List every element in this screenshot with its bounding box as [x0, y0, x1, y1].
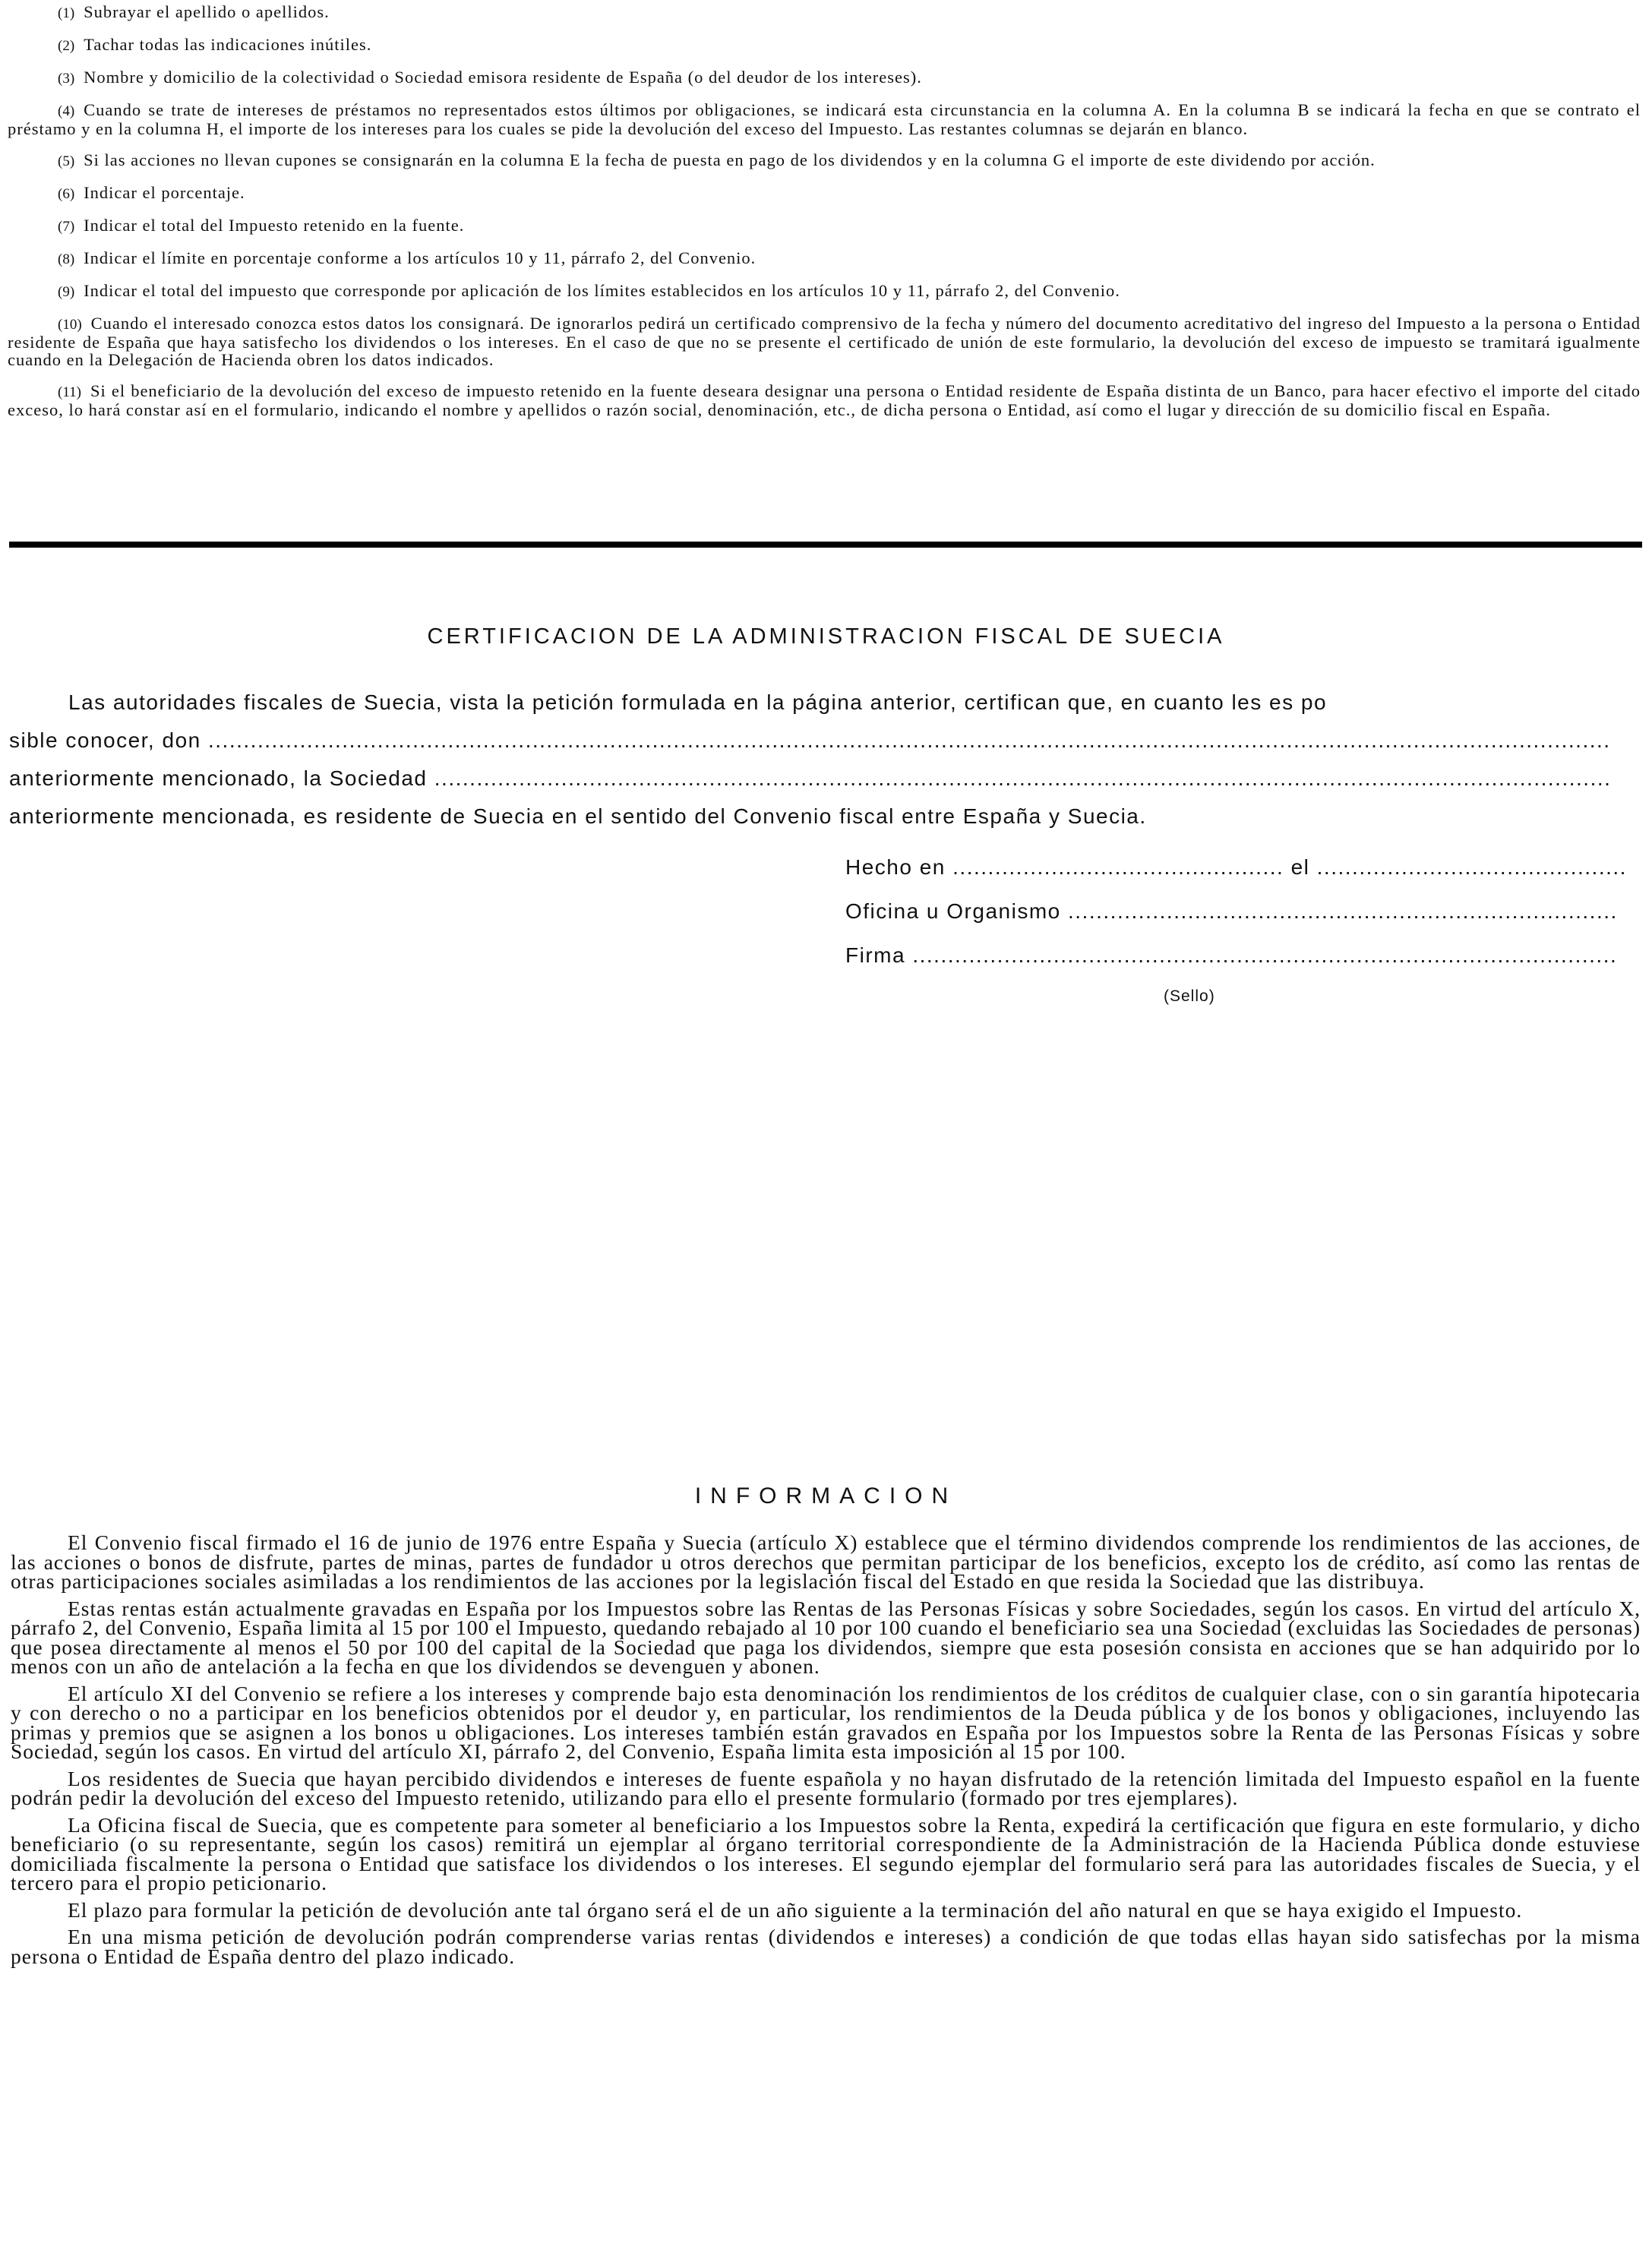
footnote-text: Cuando el interesado conozca estos datos los consignará. De ignorarlos pedirá un certificado comprensivo de la fecha y número del documento acreditativo del ingreso del Impuesto a la persona o Entidad residente de España que haya satisfecho los dividendos o los intereses. En el caso de que no se presente el certificado de unión de este formulario, la devolución del exceso de impuesto se tramitará igualmente cuando en la Delegación de Hacienda obren los datos indicados. [8, 314, 1641, 369]
firma-line [845, 934, 1643, 978]
footnote-5 [8, 151, 1641, 170]
footnote-8 [8, 249, 1641, 268]
footnote-text: Si el beneficiario de la devolución del exceso de impuesto retenido en la fuente deseara designar una persona o Entidad residente de España distinta de un Banco, para hacer efectivo el importe del citado exceso, lo hará constar así en el formulario, indicando el nombre y apellidos o razón social, denominación, etc., de dicha persona o Entidad, así como el lugar y dirección de su domicilio fiscal en España. [8, 381, 1641, 419]
footnote-number: (8) [58, 251, 75, 267]
footnote-text: Indicar el límite en porcentaje conforme a los artículos 10 y 11, párrafo 2, del Convenio. [84, 248, 757, 267]
place-fill-field[interactable]: ............................................... [952, 855, 1284, 879]
certification-line-1: Las autoridades fiscales de Suecia, vista la petición formulada en la página anterior, certifican que, en cuanto les es po [68, 690, 1328, 714]
footnote-text: Indicar el porcentaje. [84, 183, 245, 202]
information-paragraph: El Convenio fiscal firmado el 16 de junio de 1976 entre España y Suecia (artículo X) establece que el término dividendos comprende los rendimientos de las acciones, de las acciones o bonos de disfrute, partes de minas, partes de fundador u otros derechos que permitan participar de los beneficios, excepto los de crédito, así como las rentas de otras participaciones sociales asimiladas a los rendimientos de las acciones por la legislación fiscal del Estado en que resida la Sociedad que las distribuya. [11, 1531, 1641, 1593]
certification-title: CERTIFICACION DE LA ADMINISTRACION FISCAL DE SUECIA [427, 624, 1225, 649]
footnotes [8, 3, 1641, 432]
footnote-number: (11) [58, 384, 81, 400]
footnote-text: Cuando se trate de intereses de préstamos no representados estos últimos por obligaciones, se indicará esta circunstancia en la columna A. En la columna B se indicará la fecha en que se contrato el préstamo y en la columna H, el importe de los intereses para los cuales se pide la devolución del exceso del Impuesto. Las restantes columnas se dejarán en blanco. [8, 100, 1641, 138]
footnote-number: (9) [58, 284, 75, 300]
company-fill-field[interactable]: ....................................................................................................................................................................... [434, 766, 1612, 790]
oficina-line [845, 889, 1643, 934]
footnote-10 [8, 314, 1641, 368]
information-paragraph: Los residentes de Suecia que hayan percibido dividendos e intereses de fuente española y no hayan disfrutado de la retención limitada del Impuesto español en la fuente podrán pedir la devolución del exceso del Impuesto retenido, utilizando para ello el presente formulario (formado por tres ejemplares). [11, 1766, 1641, 1809]
name-fill-field[interactable]: ....................................................................................................................................................................................................... [208, 728, 1611, 752]
certification-line-2 [9, 722, 1641, 760]
information-body [11, 1533, 1641, 1973]
signature-fill-field[interactable]: .................................................................................................... [912, 943, 1618, 967]
seal-label: (Sello) [1164, 987, 1215, 1005]
information-title: INFORMACION [694, 1483, 958, 1508]
footnote-text: Subrayar el apellido o apellidos. [84, 2, 330, 21]
footnote-6 [8, 184, 1641, 203]
information-paragraph: El artículo XI del Convenio se refiere a los intereses y comprende bajo esta denominación los rendimientos de los créditos de cualquier clase, con o sin garantía hipotecaria y con derecho o no a participar en los beneficios obtenidos por el deudor y, en particular, los rendimientos de la Deuda pública y de los bonos y obligaciones, incluyendo las primas y premios que se asignen a los bonos u obligaciones. Los intereses también están gravados en España por los Impuestos sobre la Renta de las Personas Físicas y sobre Sociedad, según los casos. En virtud del artículo XI, párrafo 2, del Convenio, España limita esta imposición al 15 por 100. [11, 1681, 1641, 1763]
certification-line-4: anteriormente mencionada, es residente de Suecia en el sentido del Convenio fiscal entre España y Suecia. [9, 804, 1147, 828]
footnote-1 [8, 3, 1641, 22]
footnote-number: (10) [58, 317, 82, 333]
footnote-number: (7) [58, 219, 75, 235]
footnote-text: Nombre y domicilio de la colectividad o Sociedad emisora residente de España (o del deudor de los intereses). [84, 68, 922, 87]
footnote-text: Indicar el total del impuesto que corresponde por aplicación de los límites establecidos en los artículos 10 y 11, párrafo 2, del Convenio. [84, 281, 1120, 300]
certification-body [9, 684, 1641, 836]
information-paragraph: La Oficina fiscal de Suecia, que es competente para someter al beneficiario a los Impuestos sobre la Renta, expedirá la certificación que figura en este formulario, y dicho beneficiario (o su representante, según los casos) remitirá un ejemplar al órgano territorial correspondiente de la Administración de la Hacienda Pública donde estuviese domiciliada fiscalmente la persona o Entidad que satisface los dividendos o los intereses. El segundo ejemplar del formulario será para las autoridades fiscales de Suecia, y el tercero para el propio peticionario. [11, 1812, 1641, 1894]
footnote-text: Si las acciones no llevan cupones se consignarán en la columna E la fecha de puesta en pago de los dividendos y en la columna G el importe de este dividendo por acción. [84, 150, 1376, 169]
hecho-en-label: Hecho en [845, 855, 946, 879]
certification-line-3 [9, 760, 1641, 798]
sociedad-label: anteriormente mencionado, la Sociedad [9, 766, 428, 790]
oficina-label: Oficina u Organismo [845, 899, 1061, 923]
footnote-7 [8, 216, 1641, 235]
hecho-en-line [845, 845, 1643, 889]
footnote-number: (6) [58, 186, 75, 202]
office-fill-field[interactable]: .............................................................................. [1068, 899, 1618, 923]
footnote-3 [8, 68, 1641, 87]
date-fill-field[interactable]: ............................................ [1316, 855, 1627, 879]
information-paragraph: El plazo para formular la petición de devolución ante tal órgano será el de un año siguiente a la terminación del año natural en que se haya exigido el Impuesto. [68, 1897, 1523, 1922]
information-paragraph: En una misma petición de devolución podrán comprenderse varias rentas (dividendos e intereses) a condición de que todas ellas hayan sido satisfechas por la misma persona o Entidad de España dentro del plazo indicado. [11, 1925, 1641, 1968]
don-label: sible conocer, don [9, 728, 201, 752]
footnote-9 [8, 282, 1641, 301]
footnote-text: Tachar todas las indicaciones inútiles. [84, 35, 372, 54]
section-divider [9, 542, 1642, 548]
footnote-number: (4) [58, 103, 75, 119]
footnote-4 [8, 101, 1641, 137]
footnote-number: (5) [58, 153, 75, 169]
footnote-2 [8, 36, 1641, 55]
information-paragraph: Estas rentas están actualmente gravadas en España por los Impuestos sobre las Rentas de las Personas Físicas y sobre Sociedades, según los casos. En virtud del artículo X, párrafo 2, del Convenio, España limita al 15 por 100 el Impuesto, quedando rebajado al 10 por 100 cuando el beneficiario sea una Sociedad (excluidas las Sociedades de personas) que posea directamente al menos el 50 por 100 del capital de la Sociedad que paga los dividendos, siempre que esta posesión consista en acciones que se han adquirido por lo menos con un año de antelación a la fecha en que los dividendos se devenguen y abonen. [11, 1596, 1641, 1678]
footnote-number: (3) [58, 71, 75, 87]
footnote-number: (1) [58, 5, 75, 21]
footnote-text: Indicar el total del Impuesto retenido en la fuente. [84, 216, 465, 235]
signature-block [845, 845, 1643, 978]
footnote-number: (2) [58, 38, 75, 54]
footnote-11 [8, 382, 1641, 419]
date-label: el [1290, 855, 1310, 879]
firma-label: Firma [845, 943, 906, 967]
